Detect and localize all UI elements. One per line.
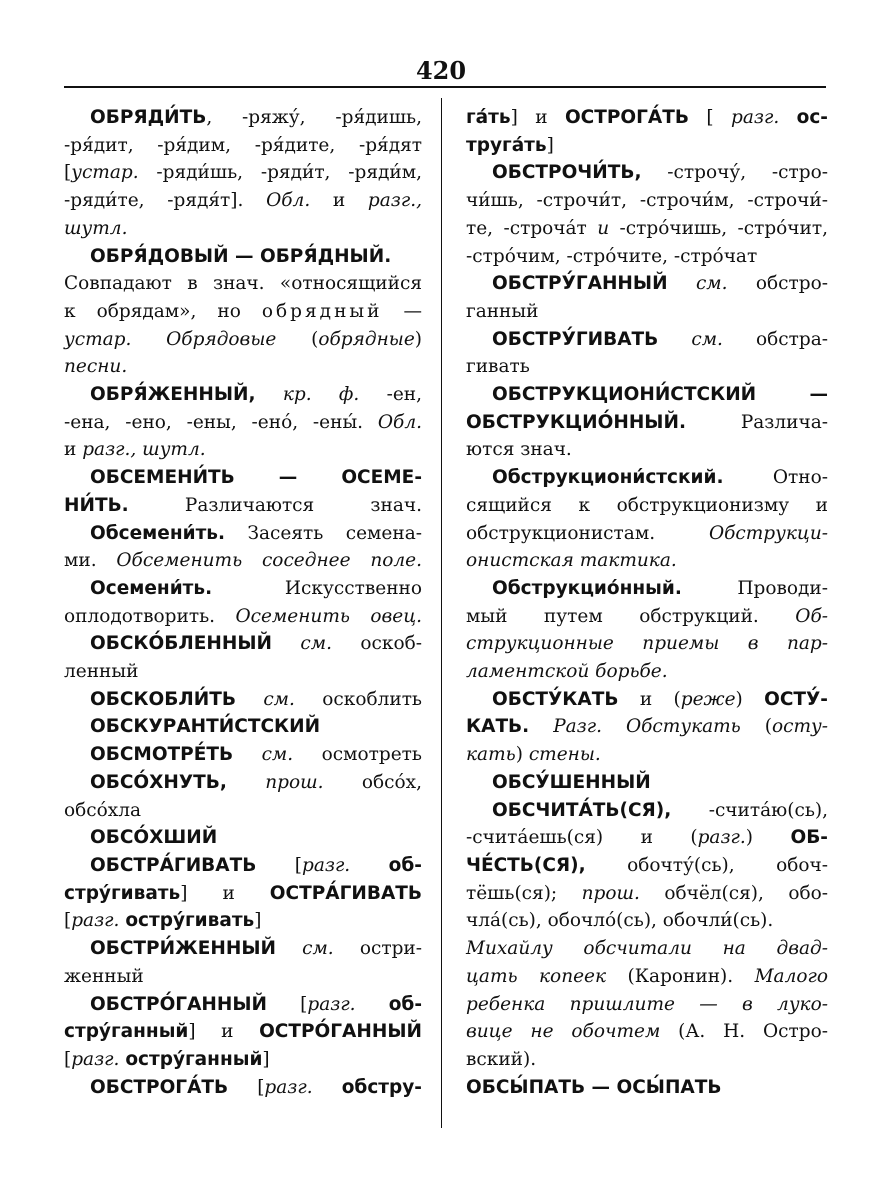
text-run: [ bbox=[64, 1048, 72, 1070]
italic-text: Обл. bbox=[266, 190, 311, 212]
headword: ОБСТРИ́ЖЕННЫЙ bbox=[90, 938, 276, 960]
headword: ОБСТРУ́ГАННЫЙ bbox=[492, 273, 668, 295]
headword: обстру- bbox=[341, 1076, 422, 1098]
text-run: и ( bbox=[618, 688, 681, 710]
italic-text: Об- bbox=[795, 605, 828, 627]
text-line bbox=[64, 575, 422, 603]
text-run: -счита́ю(сь), bbox=[671, 799, 828, 821]
text-line bbox=[466, 713, 828, 741]
text-run: -счита́ешь(ся) и ( bbox=[466, 827, 698, 849]
text-run: (Каронин). bbox=[606, 965, 755, 987]
italic-text: прош. bbox=[265, 771, 324, 793]
text-line bbox=[64, 464, 422, 492]
text-line bbox=[466, 132, 828, 160]
right-column bbox=[466, 104, 828, 1101]
italic-text: песни. bbox=[64, 356, 128, 378]
text-line bbox=[466, 492, 828, 520]
italic-text: цать копеек bbox=[466, 965, 607, 987]
text-run: ми. bbox=[64, 550, 117, 572]
text-line bbox=[466, 243, 828, 271]
italic-text: онистская тактика. bbox=[466, 550, 677, 572]
column-divider bbox=[441, 98, 442, 1128]
text-run: оскоблить bbox=[294, 688, 422, 710]
italic-text: разг., bbox=[367, 190, 422, 212]
headword: ОБСУ́ШЕННЫЙ bbox=[492, 771, 651, 793]
text-line bbox=[64, 520, 422, 548]
headword: ос- bbox=[796, 107, 828, 128]
text-run: и bbox=[64, 439, 83, 461]
italic-text: стены. bbox=[528, 744, 601, 766]
italic-text: см. bbox=[263, 688, 295, 710]
headword: ОБСТРУ́ГИВАТЬ bbox=[492, 328, 659, 350]
headword: остру́гивать bbox=[125, 910, 255, 932]
headword: ОБСТРОЧИ́ТЬ, bbox=[492, 162, 642, 184]
text-run: осмотреть bbox=[293, 744, 422, 766]
text-run: ( bbox=[276, 328, 319, 350]
text-line bbox=[64, 769, 422, 797]
italic-text: Михайлу обсчитали на двад- bbox=[466, 938, 828, 960]
text-run: ленный bbox=[64, 661, 139, 683]
header-rule bbox=[64, 86, 826, 88]
text-line bbox=[64, 741, 422, 769]
text-line bbox=[64, 963, 422, 991]
text-run: ] и bbox=[180, 882, 270, 904]
text-run bbox=[668, 273, 696, 294]
text-run: обчёл(ся), обо- bbox=[639, 882, 828, 904]
text-line bbox=[466, 769, 828, 797]
italic-text: см. bbox=[300, 633, 332, 655]
text-run: ] bbox=[262, 1048, 270, 1070]
text-line bbox=[64, 353, 422, 381]
italic-text: разг. bbox=[264, 1076, 313, 1098]
text-run: вский). bbox=[466, 1048, 537, 1070]
text-line bbox=[64, 104, 422, 132]
text-line bbox=[64, 1046, 422, 1074]
italic-text: разг. bbox=[697, 827, 746, 849]
text-run: обстро- bbox=[727, 273, 828, 295]
italic-text: см. bbox=[302, 938, 334, 960]
text-run: ) bbox=[414, 328, 422, 350]
headword: га́ть bbox=[466, 107, 511, 128]
text-run: тёшь(ся); bbox=[466, 882, 582, 904]
text-line bbox=[64, 298, 422, 326]
text-run: обструкционистам. bbox=[466, 522, 709, 544]
text-run: ( bbox=[740, 716, 772, 738]
text-run bbox=[272, 633, 300, 654]
text-run: -стро́чишь, -стро́чит, bbox=[609, 217, 828, 239]
text-run: -ряди́те, -рядя́т]. bbox=[64, 190, 267, 212]
text-line bbox=[64, 824, 422, 852]
headword: ОБСМОТРЕ́ТЬ bbox=[90, 744, 234, 766]
text-run: и bbox=[310, 190, 368, 212]
headword: Обструкцио́нный. bbox=[492, 577, 682, 599]
text-run: обочту́(сь), обоч- bbox=[585, 854, 828, 876]
text-line bbox=[466, 630, 828, 658]
headword: стру́ганный bbox=[64, 1021, 189, 1043]
text-line bbox=[64, 658, 422, 686]
headword: ОБСТРА́ГИВАТЬ bbox=[90, 854, 257, 876]
text-run: [ bbox=[688, 107, 732, 128]
text-run bbox=[658, 329, 691, 350]
headword: КАТЬ. bbox=[466, 716, 530, 738]
headword: ЧЕ́СТЬ(СЯ), bbox=[466, 854, 586, 876]
text-line bbox=[466, 436, 828, 464]
headword: ОБСКОБЛИ́ТЬ bbox=[90, 688, 236, 710]
headword: ОБРЯДИ́ТЬ bbox=[90, 107, 207, 128]
text-run: сящийся к обструкционизму и bbox=[466, 494, 828, 516]
text-run: -ен, bbox=[359, 384, 422, 406]
text-run: [ bbox=[228, 1076, 265, 1098]
left-column bbox=[64, 104, 422, 1101]
text-run: мый путем обструкций. bbox=[466, 605, 796, 627]
text-line bbox=[466, 381, 828, 409]
text-line bbox=[466, 1074, 828, 1102]
text-line bbox=[64, 326, 422, 354]
text-run: [ bbox=[64, 910, 72, 932]
text-line bbox=[466, 547, 828, 575]
text-run bbox=[350, 855, 388, 876]
text-line bbox=[466, 326, 828, 354]
text-run bbox=[233, 744, 261, 765]
text-run: ] bbox=[254, 910, 262, 932]
text-run: к обрядам», но bbox=[64, 300, 262, 322]
text-run: (А. Н. Остро- bbox=[660, 1021, 828, 1043]
headword: ОБ- bbox=[790, 827, 828, 849]
text-run: женный bbox=[64, 965, 144, 987]
text-line bbox=[466, 520, 828, 548]
italic-text: ламентской борьбе. bbox=[466, 661, 668, 683]
text-line bbox=[466, 187, 828, 215]
text-run bbox=[276, 938, 302, 959]
text-line bbox=[466, 935, 828, 963]
text-line bbox=[64, 547, 422, 575]
italic-text: разг. bbox=[71, 1048, 120, 1070]
italic-text: струкционные приемы в пар- bbox=[466, 633, 828, 655]
headword: Обструкциони́стский. bbox=[492, 467, 724, 489]
text-run: , -ряжу́, -ря́дишь, bbox=[206, 107, 422, 128]
italic-text: разг. bbox=[302, 854, 351, 876]
text-line bbox=[466, 880, 828, 908]
text-run: -стро́чим, -стро́чите, -стро́чат bbox=[466, 245, 758, 267]
text-run: -ена, -ено, -ены, -ено́, -ены́. bbox=[64, 411, 378, 433]
italic-text: кр. ф. bbox=[282, 384, 360, 406]
text-run bbox=[227, 772, 265, 793]
headword: ОБСКО́БЛЕННЫЙ bbox=[90, 633, 272, 655]
headword: ОСТРОГА́ТЬ bbox=[564, 107, 689, 128]
headword: Обсемени́ть. bbox=[90, 522, 226, 544]
text-line bbox=[64, 852, 422, 880]
italic-text: прош. bbox=[581, 882, 640, 904]
text-run: [ bbox=[267, 993, 308, 1015]
headword: ОБСТРУКЦИОНИ́СТСКИЙ — bbox=[492, 384, 828, 406]
italic-text: разг., шутл. bbox=[82, 439, 206, 461]
text-run: Совпадают в знач. «относящийся bbox=[64, 273, 422, 295]
headword: ОБСТУ́КАТЬ bbox=[492, 688, 619, 710]
headword: об- bbox=[388, 854, 422, 876]
text-run: Искусственно bbox=[212, 577, 422, 599]
text-line bbox=[466, 298, 828, 326]
italic-text: Осеменить овец. bbox=[235, 605, 422, 627]
text-line bbox=[64, 270, 422, 298]
italic-text: вице не обочтем bbox=[466, 1021, 661, 1043]
text-line bbox=[466, 464, 828, 492]
italic-text: см. bbox=[261, 744, 294, 766]
italic-text: разг. bbox=[307, 993, 356, 1015]
text-line bbox=[64, 991, 422, 1019]
text-line bbox=[64, 381, 422, 409]
text-run: те, -строча́т bbox=[466, 217, 598, 239]
italic-text: Обл. bbox=[377, 411, 422, 433]
italic-text: Обсеменить соседнее поле. bbox=[116, 550, 422, 572]
text-line bbox=[64, 409, 422, 437]
italic-text: Малого bbox=[754, 965, 828, 987]
headword: ОБСЕМЕНИ́ТЬ — ОСЕМЕ- bbox=[90, 467, 422, 489]
headword: ОСТУ́- bbox=[764, 688, 828, 710]
text-line bbox=[466, 603, 828, 631]
text-run: Засеять семена- bbox=[225, 522, 422, 544]
headword: остру́ганный bbox=[125, 1048, 263, 1070]
headword: ОБСО́ХШИЙ bbox=[90, 827, 218, 849]
text-line bbox=[466, 104, 828, 132]
text-line bbox=[466, 409, 828, 437]
text-run: ] и bbox=[510, 107, 565, 128]
text-run: [ bbox=[256, 854, 302, 876]
text-line bbox=[64, 187, 422, 215]
italic-text: реже bbox=[680, 688, 736, 710]
headword: Осемени́ть. bbox=[90, 577, 213, 599]
text-run: Различа- bbox=[686, 411, 828, 433]
text-run bbox=[236, 689, 263, 710]
text-line bbox=[466, 658, 828, 686]
text-run: Различаются знач. bbox=[128, 494, 422, 516]
text-line bbox=[466, 741, 828, 769]
text-run: ) bbox=[745, 827, 791, 849]
text-run bbox=[779, 107, 796, 128]
text-run: Проводи- bbox=[681, 577, 828, 599]
text-line bbox=[466, 824, 828, 852]
headword: ОБРЯ́ДОВЫЙ — ОБРЯ́ДНЫЙ. bbox=[90, 245, 392, 267]
text-run: — bbox=[382, 300, 422, 322]
text-line bbox=[466, 159, 828, 187]
text-line bbox=[466, 353, 828, 381]
text-run: обрядный bbox=[261, 300, 383, 322]
text-run bbox=[356, 994, 389, 1015]
text-run: -ря́дит, -ря́дим, -ря́дите, -ря́дят bbox=[64, 134, 422, 156]
headword: ОБРЯ́ЖЕННЫЙ, bbox=[90, 384, 256, 406]
italic-text: Обструкци- bbox=[708, 522, 828, 544]
italic-text: ребенка пришлите — в луко- bbox=[466, 993, 828, 1015]
headword: НИ́ТЬ. bbox=[64, 494, 129, 516]
text-line bbox=[64, 935, 422, 963]
italic-text: шутл. bbox=[64, 217, 128, 239]
italic-text: устар. Обрядовые bbox=[64, 328, 277, 350]
headword: ОБСЧИТА́ТЬ(СЯ), bbox=[492, 799, 672, 821]
text-line bbox=[466, 963, 828, 991]
text-line bbox=[466, 991, 828, 1019]
text-line bbox=[466, 575, 828, 603]
text-run: ются знач. bbox=[466, 439, 572, 461]
italic-text: см. bbox=[695, 273, 728, 295]
text-line bbox=[64, 215, 422, 243]
italic-text: разг. bbox=[731, 107, 780, 128]
italic-text: кать bbox=[466, 744, 516, 766]
italic-text: обрядные bbox=[318, 328, 415, 350]
text-run: ] bbox=[546, 134, 554, 156]
text-line bbox=[64, 159, 422, 187]
text-line bbox=[64, 603, 422, 631]
text-run bbox=[313, 1077, 342, 1098]
text-line bbox=[64, 1074, 422, 1102]
headword: ОБСТРУКЦИО́ННЫЙ. bbox=[466, 411, 686, 433]
headword: об- bbox=[388, 993, 422, 1015]
headword: ОБСКУРАНТИ́СТСКИЙ bbox=[90, 716, 321, 738]
text-line bbox=[64, 797, 422, 825]
text-run bbox=[256, 384, 283, 405]
text-run: оскоб- bbox=[331, 633, 422, 655]
text-line bbox=[64, 1018, 422, 1046]
text-run: ) bbox=[735, 688, 765, 710]
italic-text: разг. bbox=[71, 910, 120, 932]
text-line bbox=[64, 132, 422, 160]
italic-text: Разг. Обстукать bbox=[553, 716, 741, 738]
text-run: оплодотворить. bbox=[64, 605, 236, 627]
text-line bbox=[466, 852, 828, 880]
text-line bbox=[64, 686, 422, 714]
italic-text: и bbox=[597, 217, 610, 239]
text-run: ) bbox=[515, 744, 529, 766]
text-line bbox=[64, 436, 422, 464]
text-line bbox=[466, 797, 828, 825]
italic-text: осту- bbox=[771, 716, 828, 738]
text-line bbox=[466, 1046, 828, 1074]
text-line bbox=[64, 630, 422, 658]
headword: стру́гивать bbox=[64, 882, 181, 904]
italic-text: устар. bbox=[71, 162, 139, 184]
headword: ОБСТРО́ГАННЫЙ bbox=[90, 993, 268, 1015]
headword: ОСТРО́ГАННЫЙ bbox=[259, 1021, 422, 1043]
text-run: ] и bbox=[188, 1021, 260, 1043]
text-run bbox=[529, 716, 553, 737]
text-run: обстра- bbox=[722, 328, 828, 350]
text-run: гивать bbox=[466, 356, 530, 378]
text-run: -ряди́шь, -ряди́т, -ряди́м, bbox=[138, 162, 422, 184]
text-run: [ bbox=[64, 162, 72, 184]
text-line bbox=[64, 713, 422, 741]
text-line bbox=[466, 686, 828, 714]
text-run: Отно- bbox=[723, 467, 828, 489]
headword: ОБСО́ХНУТЬ, bbox=[90, 771, 227, 793]
text-run: ганный bbox=[466, 300, 539, 322]
text-line bbox=[64, 243, 422, 271]
text-run: обсо́хла bbox=[64, 799, 141, 821]
text-line bbox=[466, 215, 828, 243]
headword: ОБСЫ́ПАТЬ — ОСЫ́ПАТЬ bbox=[466, 1076, 722, 1098]
text-line bbox=[64, 907, 422, 935]
headword: труга́ть bbox=[466, 134, 547, 156]
page-number: 420 bbox=[415, 56, 467, 85]
text-run: чи́шь, -строчи́т, -строчи́м, -строчи́- bbox=[466, 190, 828, 212]
text-line bbox=[466, 907, 828, 935]
text-line bbox=[64, 880, 422, 908]
headword: ОБСТРОГА́ТЬ bbox=[90, 1076, 229, 1098]
text-line bbox=[466, 1018, 828, 1046]
text-run: чла́(сь), обочло́(сь), обочли́(сь). bbox=[466, 910, 774, 932]
text-line bbox=[466, 270, 828, 298]
text-run: -строчу́, -стро- bbox=[641, 162, 828, 184]
text-line bbox=[64, 492, 422, 520]
text-run: остри- bbox=[333, 938, 422, 960]
italic-text: см. bbox=[691, 328, 723, 350]
text-run: обсо́х, bbox=[323, 771, 422, 793]
headword: ОСТРА́ГИВАТЬ bbox=[269, 882, 422, 904]
